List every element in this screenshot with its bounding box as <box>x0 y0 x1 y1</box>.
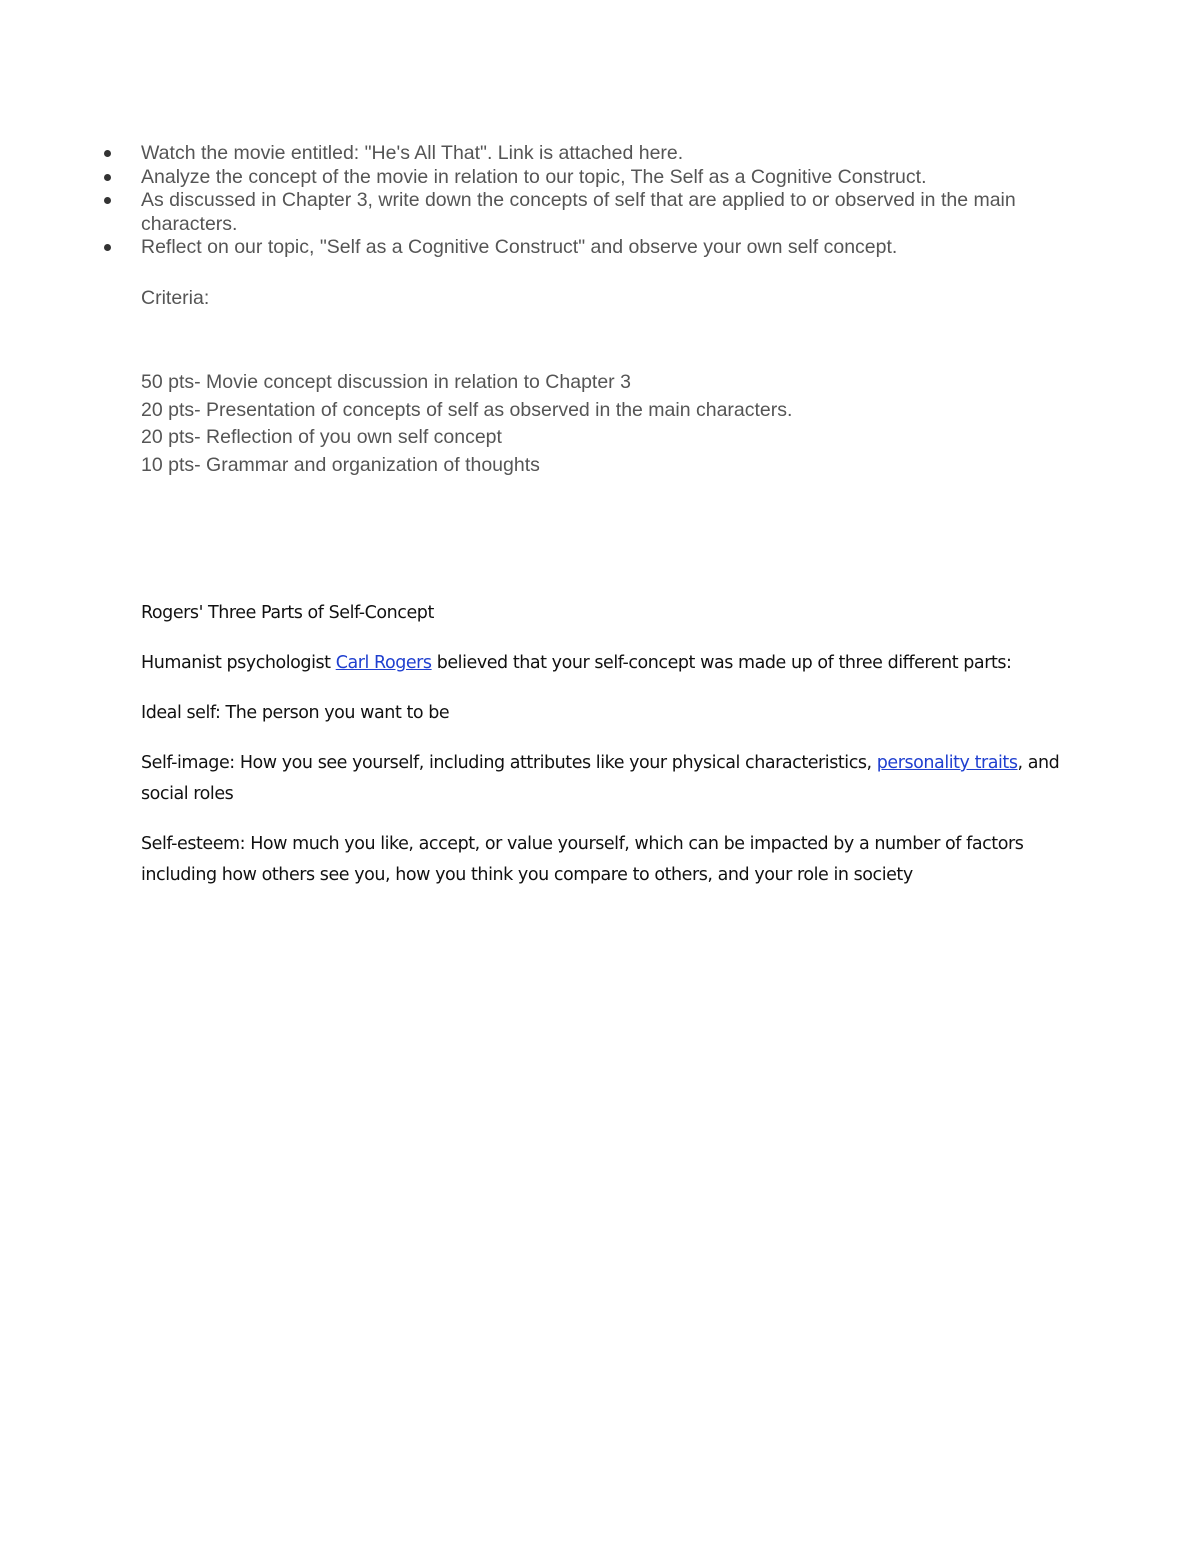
ideal-self-term: Ideal self: <box>141 703 221 723</box>
self-esteem-text: How much you like, accept, or value yourself, which can be impacted by a number of factors including how others see you, how you think you compare to others, and your role in society <box>141 834 1024 885</box>
bullet-icon <box>104 150 111 157</box>
criteria-item: 20 pts- Presentation of concepts of self as observed in the main characters. <box>141 398 793 421</box>
bullet-icon <box>104 244 111 251</box>
self-image-term: Self-image: <box>141 753 235 773</box>
self-image-paragraph <box>141 748 1071 810</box>
personality-traits-link[interactable]: personality traits <box>876 753 1018 773</box>
instruction-item <box>0 189 1061 236</box>
rogers-section <box>141 598 1071 910</box>
intro-text: believed that your self-concept was made up of three different parts: <box>431 653 1012 673</box>
criteria-item: 50 pts- Movie concept discussion in relation to Chapter 3 <box>141 371 631 393</box>
criteria-item: 10 pts- Grammar and organization of thoughts <box>141 453 540 476</box>
instruction-item <box>0 166 1061 190</box>
self-esteem-term: Self-esteem: <box>141 834 246 854</box>
intro-paragraph <box>141 648 1071 679</box>
instruction-text: Analyze the concept of the movie in relation to our topic, The Self as a Cognitive Construct. <box>141 165 927 188</box>
instruction-text: Watch the movie entitled: "He's All That". Link is attached here. <box>141 142 684 164</box>
ideal-self-text: The person you want to be <box>220 703 450 723</box>
criteria-list <box>141 369 792 479</box>
bullet-icon <box>104 197 111 204</box>
self-image-text: , and social roles <box>141 753 1060 804</box>
instruction-text: Reflect on our topic, "Self as a Cognitive Construct" and observe your own self concept. <box>141 236 898 258</box>
criteria-item: 20 pts- Reflection of you own self concept <box>141 426 502 448</box>
self-image-text: How you see yourself, including attributes like your physical characteristics, <box>234 753 877 773</box>
instruction-text: As discussed in Chapter 3, write down the concepts of self that are applied to or observed in the main characters. <box>141 189 1016 235</box>
self-esteem-paragraph <box>141 829 1071 891</box>
instruction-item <box>0 236 1061 260</box>
instruction-list <box>0 142 1200 260</box>
criteria-label: Criteria: <box>141 287 210 309</box>
carl-rogers-link[interactable]: Carl Rogers <box>335 653 432 673</box>
instruction-item <box>0 142 1061 166</box>
section-heading: Rogers' Three Parts of Self-Concept <box>141 603 434 623</box>
ideal-self-paragraph <box>141 698 1071 729</box>
bullet-icon <box>104 174 111 181</box>
intro-text: Humanist psychologist <box>141 653 336 673</box>
